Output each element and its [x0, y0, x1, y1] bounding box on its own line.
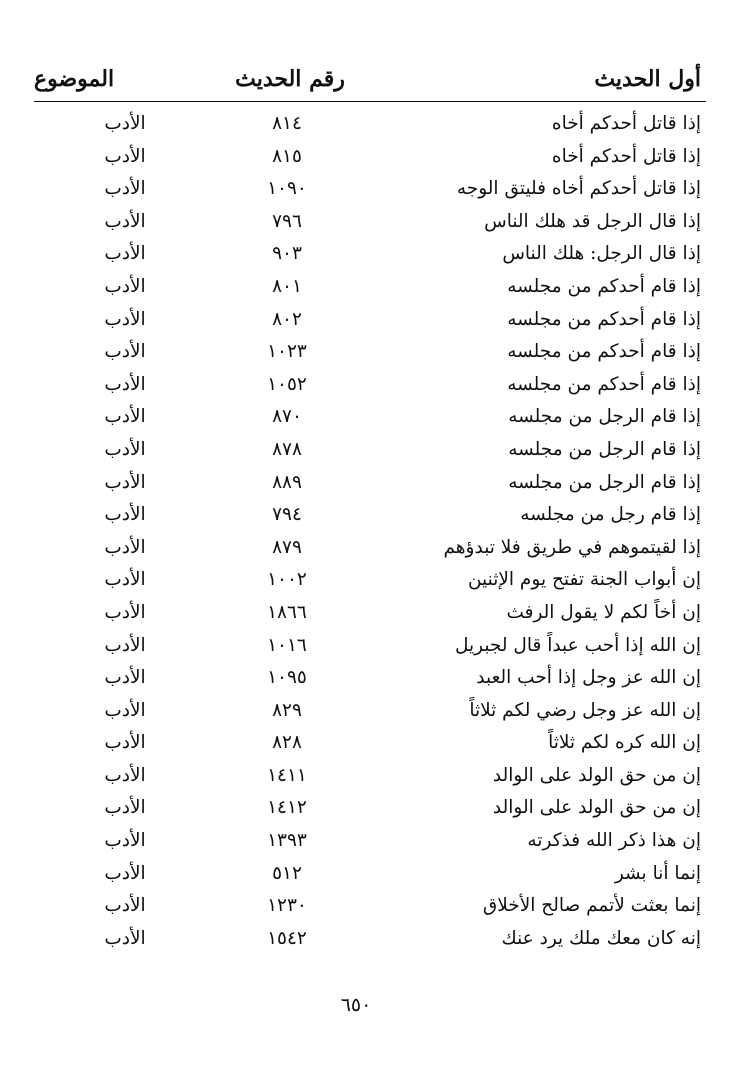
hadith-topic: الأدب: [104, 536, 146, 558]
page-number: ٦٥٠: [340, 994, 372, 1016]
hadith-first-words: إذا قام رجل من مجلسه: [520, 504, 701, 526]
table-row: [0, 108, 753, 141]
hadith-number: ١٤١٢: [267, 797, 307, 819]
table-row: [0, 825, 753, 858]
hadith-first-words: إن هذا ذكر الله فذكرته: [527, 830, 701, 852]
table-row: [0, 923, 753, 956]
hadith-number: ٧٩٤: [272, 504, 302, 526]
hadith-topic: الأدب: [104, 145, 146, 167]
table-row: [0, 401, 753, 434]
hadith-topic: الأدب: [104, 504, 146, 526]
hadith-number: ١٠٩٠: [267, 178, 307, 200]
table-row: [0, 695, 753, 728]
hadith-first-words: إذا قام الرجل من مجلسه: [508, 406, 701, 428]
hadith-first-words: إذا قام أحدكم من مجلسه: [507, 275, 701, 297]
table-row: [0, 499, 753, 532]
header-hadith-number: رقم الحديث: [235, 66, 345, 92]
hadith-topic: الأدب: [104, 569, 146, 591]
header-first-words: أول الحديث: [594, 66, 701, 92]
table-row: [0, 792, 753, 825]
hadith-number: ٨٧٩: [272, 536, 302, 558]
hadith-first-words: إن من حق الولد على الوالد: [492, 764, 701, 786]
hadith-topic: الأدب: [104, 699, 146, 721]
hadith-first-words: إن من حق الولد على الوالد: [492, 797, 701, 819]
hadith-number: ١٠٥٢: [267, 373, 307, 395]
header-divider: [34, 101, 706, 102]
hadith-first-words: إذا قام أحدكم من مجلسه: [507, 308, 701, 330]
hadith-topic: الأدب: [104, 406, 146, 428]
hadith-topic: الأدب: [104, 243, 146, 265]
hadith-topic: الأدب: [104, 210, 146, 232]
table-row: [0, 858, 753, 891]
table-row: [0, 173, 753, 206]
header-topic: الموضوع: [34, 66, 115, 92]
hadith-first-words: إنما بعثت لأتمم صالح الأخلاق: [482, 895, 701, 917]
hadith-topic: الأدب: [104, 732, 146, 754]
hadith-topic: الأدب: [104, 862, 146, 884]
hadith-topic: الأدب: [104, 830, 146, 852]
table-row: [0, 304, 753, 337]
table-row: [0, 206, 753, 239]
hadith-first-words: إن الله عز وجل إذا أحب العبد: [476, 667, 701, 689]
hadith-first-words: إن أخاً لكم لا يقول الرفث: [506, 601, 701, 623]
hadith-topic: الأدب: [104, 601, 146, 623]
table-row: [0, 760, 753, 793]
hadith-first-words: إذا قام أحدكم من مجلسه: [507, 341, 701, 363]
hadith-first-words: إذا قام الرجل من مجلسه: [508, 471, 701, 493]
hadith-topic: الأدب: [104, 308, 146, 330]
hadith-topic: الأدب: [104, 178, 146, 200]
hadith-number: ٨٧٨: [272, 438, 302, 460]
hadith-first-words: إن أبواب الجنة تفتح يوم الإثنين: [467, 569, 701, 591]
hadith-number: ٨٨٩: [272, 471, 302, 493]
table-row: [0, 662, 753, 695]
hadith-first-words: إن الله إذا أحب عبداً قال لجبريل: [454, 634, 701, 656]
hadith-first-words: إنما أنا بشر: [614, 862, 701, 884]
hadith-number: ٨٠١: [272, 275, 302, 297]
table-row: [0, 532, 753, 565]
table-row: [0, 141, 753, 174]
hadith-number: ١٥٤٢: [267, 927, 307, 949]
hadith-number: ١٨٦٦: [267, 601, 307, 623]
hadith-number: ١٠١٦: [267, 634, 307, 656]
table-row: [0, 564, 753, 597]
hadith-topic: الأدب: [104, 341, 146, 363]
hadith-first-words: إن الله عز وجل رضي لكم ثلاثاً: [469, 699, 701, 721]
hadith-number: ١٠٩٥: [267, 667, 307, 689]
hadith-number: ٨٢٨: [272, 732, 302, 754]
hadith-first-words: إنه كان معك ملك يرد عنك: [501, 927, 701, 949]
hadith-topic: الأدب: [104, 895, 146, 917]
hadith-number: ٧٩٦: [272, 210, 302, 232]
table-header: [0, 64, 753, 100]
hadith-first-words: إذا قاتل أحدكم أخاه فليتق الوجه: [456, 178, 701, 200]
hadith-number: ١٣٩٣: [267, 830, 307, 852]
hadith-first-words: إذا لقيتموهم في طريق فلا تبدؤهم: [443, 536, 701, 558]
table-row: [0, 238, 753, 271]
hadith-topic: الأدب: [104, 275, 146, 297]
hadith-topic: الأدب: [104, 764, 146, 786]
hadith-topic: الأدب: [104, 927, 146, 949]
table-row: [0, 434, 753, 467]
hadith-number: ٨٢٩: [272, 699, 302, 721]
hadith-first-words: إذا قاتل أحدكم أخاه: [551, 145, 701, 167]
hadith-first-words: إذا قال الرجل: هلك الناس: [502, 243, 701, 265]
table-row: [0, 336, 753, 369]
table-row: [0, 630, 753, 663]
table-row: [0, 467, 753, 500]
hadith-topic: الأدب: [104, 438, 146, 460]
hadith-topic: الأدب: [104, 634, 146, 656]
hadith-topic: الأدب: [104, 113, 146, 134]
hadith-number: ١٢٣٠: [267, 895, 307, 917]
hadith-topic: الأدب: [104, 667, 146, 689]
hadith-number: ٨١٥: [272, 145, 302, 167]
hadith-first-words: إذا قاتل أحدكم أخاه: [551, 113, 701, 134]
hadith-first-words: إذا قال الرجل قد هلك الناس: [484, 210, 701, 232]
table-row: [0, 597, 753, 630]
hadith-topic: الأدب: [104, 373, 146, 395]
table-row: [0, 890, 753, 923]
hadith-number: ٩٠٣: [272, 243, 302, 265]
hadith-number: ٨١٤: [272, 113, 302, 134]
hadith-number: ١٠٢٣: [267, 341, 307, 363]
hadith-topic: الأدب: [104, 797, 146, 819]
hadith-number: ١٤١١: [267, 764, 307, 786]
index-table-body: [0, 108, 753, 955]
hadith-number: ٥١٢: [272, 862, 302, 884]
hadith-number: ١٠٠٢: [267, 569, 307, 591]
hadith-first-words: إذا قام الرجل من مجلسه: [508, 438, 701, 460]
table-row: [0, 369, 753, 402]
table-row: [0, 271, 753, 304]
table-row: [0, 727, 753, 760]
hadith-first-words: إذا قام أحدكم من مجلسه: [507, 373, 701, 395]
hadith-first-words: إن الله كره لكم ثلاثاً: [548, 732, 701, 754]
hadith-topic: الأدب: [104, 471, 146, 493]
hadith-number: ٨٧٠: [272, 406, 302, 428]
hadith-number: ٨٠٢: [272, 308, 302, 330]
